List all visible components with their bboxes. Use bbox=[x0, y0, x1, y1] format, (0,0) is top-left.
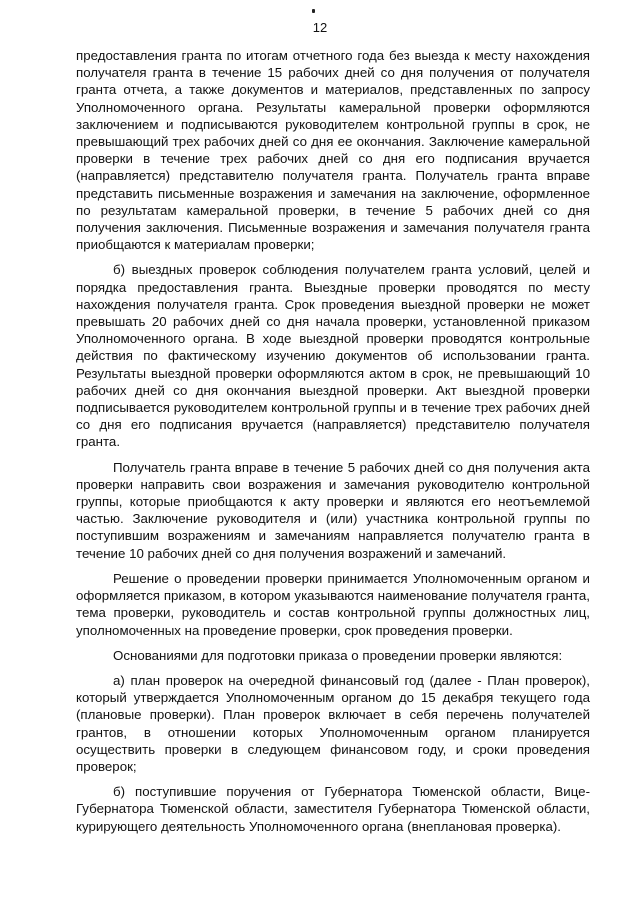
paragraph-grounds-intro: Основаниями для подготовки приказа о проведении проверки являются: bbox=[113, 647, 563, 663]
document-body bbox=[76, 47, 590, 843]
page-number: 12 bbox=[312, 20, 328, 35]
paragraph-grounds-instructions: б) поступившие поручения от Губернатора Тюменской области, Вице-Губернатора Тюменской области, заместителя Губернатора Тюменской области, курирующего деятельность Уполномоченного органа (внеплановая проверка). bbox=[76, 784, 590, 834]
paragraph-grounds-plan: а) план проверок на очередной финансовый год (далее - План проверок), который утверждается Уполномоченным органом до 15 декабря текущего года (плановые проверки). План проверок включает в себя перечень получателей грантов, в отношении которых Уполномоченным органом планируется осуществить проверки в следующем финансовом году, и сроки проведения проверок; bbox=[76, 672, 590, 774]
paragraph-field-audits: б) выездных проверок соблюдения получателем гранта условий, целей и порядка предоставления гранта. Выездные проверки проводятся по месту нахождения получателя гранта. Срок проведения выездной проверки не может превышать 20 рабочих дней со дня начала проверки, установленной приказом Уполномоченного органа. В ходе выездной проверки проводятся контрольные действия по фактическому изучению документов об использовании гранта. Результаты выездной проверки оформляются актом в срок, не превышающий 10 рабочих дней со дня окончания выездной проверки. Акт выездной проверки подписывается руководителем контрольной группы и в течение трех рабочих дней со дня его подписания вручается (направляется) представителю получателя гранта. bbox=[76, 262, 590, 450]
paragraph-audit-decision: Решение о проведении проверки принимается Уполномоченным органом и оформляется приказом, в котором указываются наименование получателя гранта, тема проверки, руководитель и состав контрольной группы должностных лиц, уполномоченных на проведение проверки, срок проведения проверки. bbox=[76, 570, 590, 638]
scan-speck bbox=[312, 9, 315, 13]
paragraph-objections: Получатель гранта вправе в течение 5 рабочих дней со дня получения акта проверки направить свои возражения и замечания руководителю контрольной группы, которые приобщаются к акту проверки и являются его неотъемлемой частью. Заключение руководителя и (или) участника контрольной группы по поступившим возражениям и замечаниям направляется получателю гранта в течение 10 рабочих дней со дня получения возражений и замечаний. bbox=[76, 459, 590, 561]
paragraph-desk-audit-continuation: предоставления гранта по итогам отчетного года без выезда к месту нахождения получателя гранта в течение 15 рабочих дней со дня получения от получателя гранта отчета, а также документов и материалов, представленных по запросу Уполномоченного органа. Результаты камеральной проверки оформляются заключением и подписываются руководителем контрольной группы в срок, не превышающий трех рабочих дней со дня ее окончания. Заключение камеральной проверки в течение трех рабочих дней со дня его подписания вручается (направляется) представителю получателя гранта. Получатель гранта вправе представить письменные возражения и замечания на заключение, оформленное по результатам камеральной проверки, в течение 5 рабочих дней со дня получения заключения. Письменные возражения и замечания получателя гранта приобщаются к материалам проверки; bbox=[76, 48, 590, 253]
